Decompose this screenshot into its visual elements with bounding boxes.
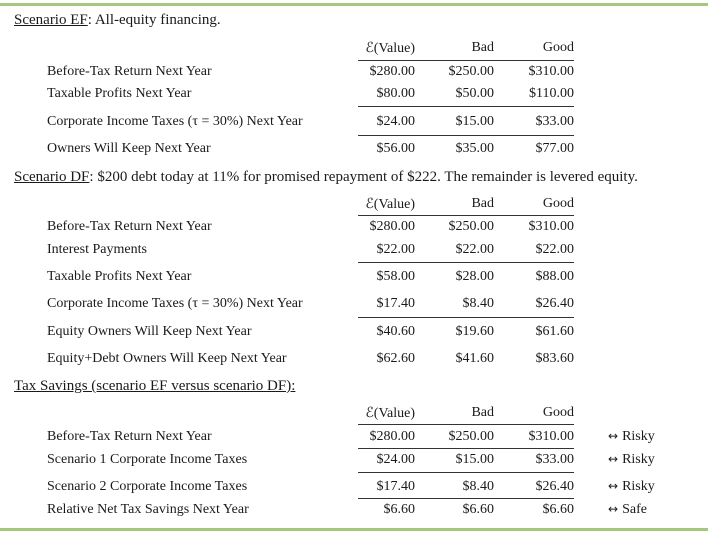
cell-value: $22.00 bbox=[535, 242, 574, 257]
row-label: Before-Tax Return Next Year bbox=[47, 219, 212, 234]
risk-note: ↔ Risky bbox=[608, 479, 655, 494]
row-label: Corporate Income Taxes (τ = 30%) Next Year bbox=[47, 296, 303, 311]
col-header-bad: Bad bbox=[471, 40, 494, 55]
row-label: Before-Tax Return Next Year bbox=[47, 64, 212, 79]
col-header-bad: Bad bbox=[471, 405, 494, 420]
cell-value: $28.00 bbox=[455, 269, 494, 284]
cell-value: $22.00 bbox=[455, 242, 494, 257]
cell-value: $40.60 bbox=[376, 324, 415, 339]
row-label: Owners Will Keep Next Year bbox=[47, 141, 211, 156]
rule bbox=[358, 317, 574, 318]
cell-value: $17.40 bbox=[376, 296, 415, 311]
risk-note: ↔ Risky bbox=[608, 452, 655, 467]
cell-value: $280.00 bbox=[369, 429, 415, 444]
rule bbox=[358, 472, 574, 473]
cell-value: $250.00 bbox=[448, 429, 494, 444]
rule bbox=[358, 135, 574, 136]
row-label: Taxable Profits Next Year bbox=[47, 86, 192, 101]
cell-value: $26.40 bbox=[535, 479, 574, 494]
cell-value: $8.40 bbox=[462, 479, 494, 494]
cell-value: $56.00 bbox=[376, 141, 415, 156]
row-label: Taxable Profits Next Year bbox=[47, 269, 192, 284]
cell-value: $110.00 bbox=[529, 86, 574, 101]
row-label: Interest Payments bbox=[47, 242, 147, 257]
cell-value: $15.00 bbox=[455, 114, 494, 129]
top-rule bbox=[0, 3, 708, 6]
left-right-arrow-icon: ↔ bbox=[608, 502, 619, 516]
cell-value: $6.60 bbox=[462, 502, 494, 517]
cell-value: $24.00 bbox=[376, 452, 415, 467]
cell-value: $250.00 bbox=[448, 64, 494, 79]
cell-value: $24.00 bbox=[376, 114, 415, 129]
risk-note: ↔ Safe bbox=[608, 502, 647, 517]
cell-value: $62.60 bbox=[376, 351, 415, 366]
col-header-expected-value: ℰ(Value) bbox=[365, 41, 415, 56]
cell-value: $88.00 bbox=[535, 269, 574, 284]
row-label: Corporate Income Taxes (τ = 30%) Next Year bbox=[47, 114, 303, 129]
rule bbox=[358, 60, 574, 61]
cell-value: $33.00 bbox=[535, 452, 574, 467]
cell-value: $41.60 bbox=[455, 351, 494, 366]
row-label: Relative Net Tax Savings Next Year bbox=[47, 502, 249, 517]
cell-value: $8.40 bbox=[462, 296, 494, 311]
cell-value: $6.60 bbox=[542, 502, 574, 517]
col-header-bad: Bad bbox=[471, 196, 494, 211]
left-right-arrow-icon: ↔ bbox=[608, 429, 619, 443]
row-label: Scenario 1 Corporate Income Taxes bbox=[47, 452, 248, 467]
cell-value: $22.00 bbox=[376, 242, 415, 257]
tax-savings-heading: Tax Savings (scenario EF versus scenario DF): bbox=[14, 378, 296, 394]
cell-value: $61.60 bbox=[535, 324, 574, 339]
cell-value: $35.00 bbox=[455, 141, 494, 156]
col-header-expected-value: ℰ(Value) bbox=[365, 197, 415, 212]
cell-value: $50.00 bbox=[455, 86, 494, 101]
cell-value: $310.00 bbox=[528, 429, 574, 444]
risk-note: ↔ Risky bbox=[608, 429, 655, 444]
scenario-df-heading: Scenario DF: $200 debt today at 11% for promised repayment of $222. The remainder is levered equity. bbox=[14, 169, 638, 185]
cell-value: $77.00 bbox=[535, 141, 574, 156]
cell-value: $19.60 bbox=[455, 324, 494, 339]
cell-value: $280.00 bbox=[369, 64, 415, 79]
rule bbox=[358, 498, 574, 499]
cell-value: $250.00 bbox=[448, 219, 494, 234]
col-header-good: Good bbox=[542, 405, 574, 420]
rule bbox=[358, 215, 574, 216]
rule bbox=[358, 106, 574, 107]
row-label: Before-Tax Return Next Year bbox=[47, 429, 212, 444]
cell-value: $58.00 bbox=[376, 269, 415, 284]
rule bbox=[358, 262, 574, 263]
row-label: Equity+Debt Owners Will Keep Next Year bbox=[47, 351, 287, 366]
left-right-arrow-icon: ↔ bbox=[608, 479, 619, 493]
cell-value: $310.00 bbox=[528, 219, 574, 234]
cell-value: $26.40 bbox=[535, 296, 574, 311]
row-label: Scenario 2 Corporate Income Taxes bbox=[47, 479, 248, 494]
cell-value: $80.00 bbox=[376, 86, 415, 101]
bottom-rule bbox=[0, 528, 708, 531]
cell-value: $15.00 bbox=[455, 452, 494, 467]
cell-value: $33.00 bbox=[535, 114, 574, 129]
rule bbox=[358, 448, 574, 449]
cell-value: $83.60 bbox=[535, 351, 574, 366]
cell-value: $310.00 bbox=[528, 64, 574, 79]
col-header-good: Good bbox=[542, 196, 574, 211]
col-header-expected-value: ℰ(Value) bbox=[365, 406, 415, 421]
cell-value: $17.40 bbox=[376, 479, 415, 494]
col-header-good: Good bbox=[542, 40, 574, 55]
left-right-arrow-icon: ↔ bbox=[608, 452, 619, 466]
rule bbox=[358, 424, 574, 425]
cell-value: $6.60 bbox=[383, 502, 415, 517]
cell-value: $280.00 bbox=[369, 219, 415, 234]
row-label: Equity Owners Will Keep Next Year bbox=[47, 324, 252, 339]
scenario-ef-heading: Scenario EF: All-equity financing. bbox=[14, 12, 221, 28]
